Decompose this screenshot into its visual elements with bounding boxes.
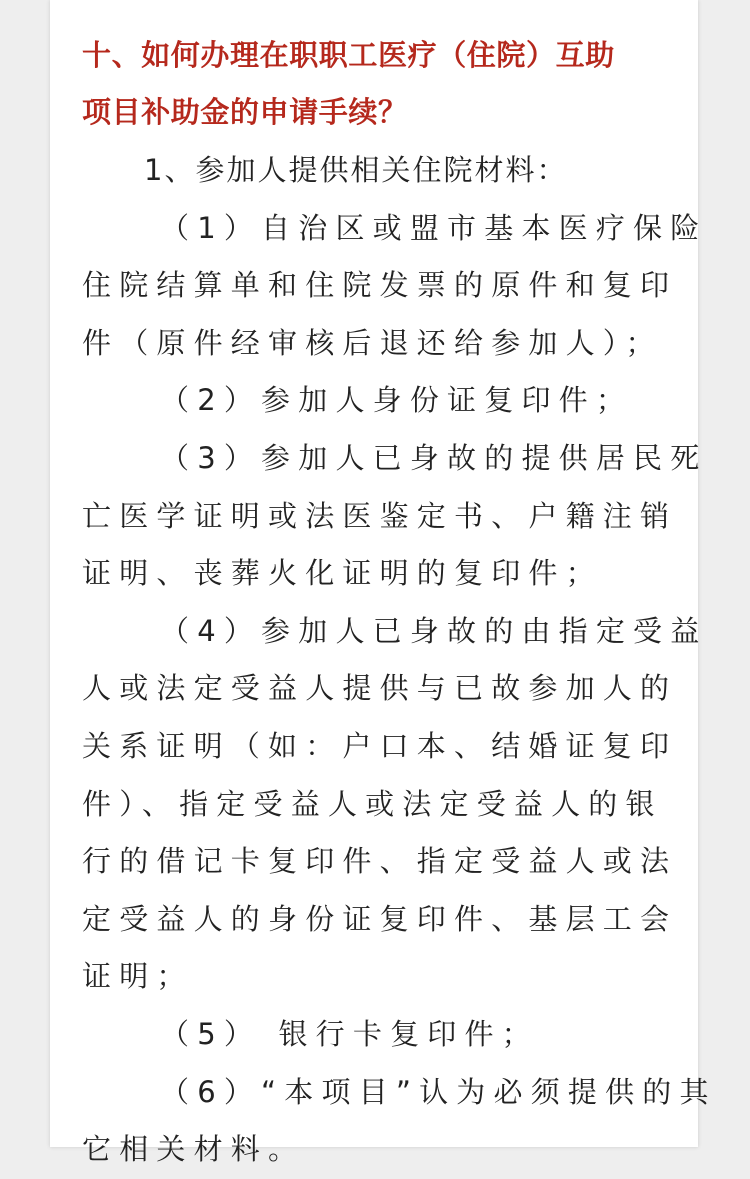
item-1-line: 件（原件经审核后退还给参加人）； — [82, 325, 663, 360]
heading-line: 项目补助金的申请手续？ — [82, 95, 408, 129]
item-4-line: （4）参加人已身故的由指定受益 — [160, 613, 708, 648]
document-content — [82, 0, 717, 1179]
item-3-line: 证明、丧葬火化证明的复印件； — [82, 556, 603, 591]
step-1-line: 1、参加人提供相关住院材料： — [144, 153, 568, 187]
item-4-line: 关系证明（如：户口本、结婚证复印 — [82, 728, 678, 763]
heading-line: 十、如何办理在职职工医疗（住院）互助 — [82, 38, 615, 72]
item-1-line: （1）自治区或盟市基本医疗保险 — [160, 210, 708, 245]
item-3-line: （3）参加人已身故的提供居民死 — [160, 440, 708, 475]
item-3-line: 亡医学证明或法医鉴定书、户籍注销 — [82, 498, 678, 533]
section-body — [82, 142, 717, 1179]
item-6-line: （6）“本项目”认为必须提供的其 — [160, 1074, 717, 1109]
item-2-line: （2）参加人身份证复印件； — [160, 383, 634, 418]
item-4-line: 定受益人的身份证复印件、基层工会 — [82, 901, 678, 936]
section-heading — [82, 0, 672, 141]
item-5-line: （5） 银行卡复印件； — [160, 1016, 539, 1051]
item-4-line: 证明； — [82, 959, 194, 994]
item-6-line: 它相关材料。 — [82, 1132, 306, 1167]
item-4-line: 人或法定受益人提供与已故参加人的 — [82, 671, 678, 706]
item-1-line: 住院结算单和住院发票的原件和复印 — [82, 268, 678, 303]
item-4-line: 件）、指定受益人或法定受益人的银 — [82, 786, 663, 821]
item-4-line: 行的借记卡复印件、指定受益人或法 — [82, 844, 678, 879]
